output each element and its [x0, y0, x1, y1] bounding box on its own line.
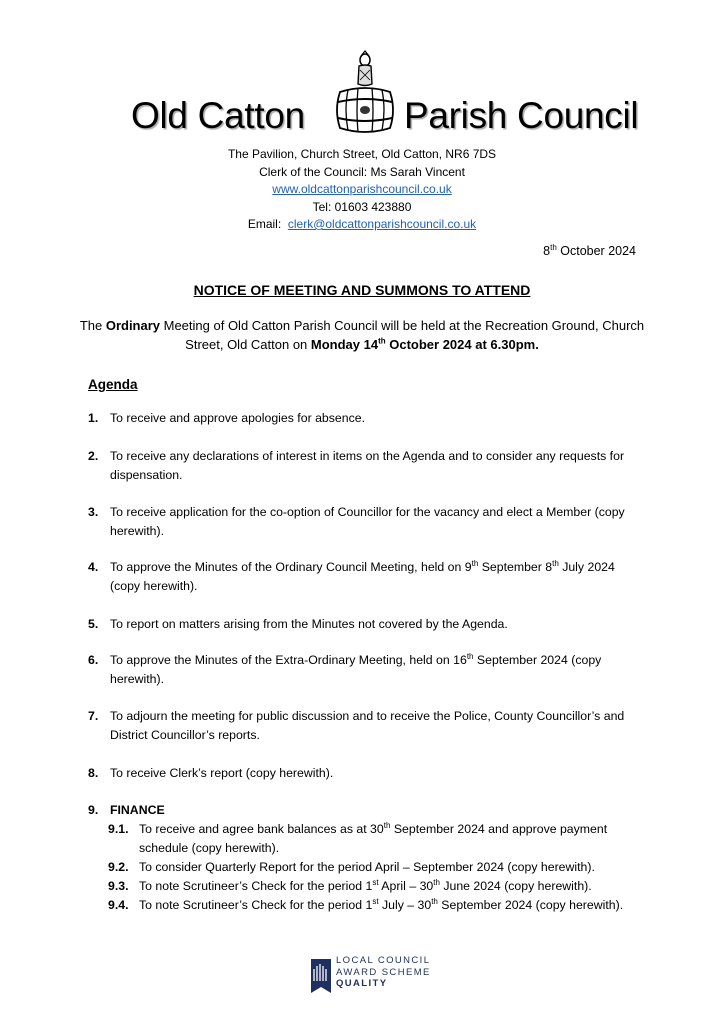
address: The Pavilion, Church Street, Old Catton, NR6 7DS [227, 147, 497, 161]
notice-title: NOTICE OF MEETING AND SUMMONS TO ATTEND [193, 282, 531, 298]
website-link[interactable]: www.oldcattonparishcouncil.co.uk [272, 182, 452, 196]
barrel-logo-icon [330, 50, 400, 140]
agenda-item: 2. To receive any declarations of interest in items on the Agenda and to consider any requests for dispensation. [88, 449, 625, 482]
contact-block [0, 146, 724, 234]
council-name-right: Parish Council [404, 95, 639, 136]
agenda-item: 7. To adjourn the meeting for public discussion and to receive the Police, County Councillor’s and District Councillor’s reports. [88, 709, 625, 742]
meeting-intro: The Ordinary Meeting of Old Catton Parish Council will be held at the Recreation Ground, Church Street, Old Catton on Monday 14th October 2024 at 6.30pm. [79, 318, 645, 352]
finance-item: 9.3. To note Scrutineer’s Check for the period 1st April – 30th June 2024 (copy herewith). [108, 877, 592, 893]
agenda-item: 8. To receive Clerk’s report (copy herewith). [88, 766, 334, 780]
agenda-item: 6. To approve the Minutes of the Extra-Ordinary Meeting, held on 16th September 2024 (copy herewith). [88, 651, 602, 686]
finance-item: 9.1. To receive and agree bank balances as at 30th September 2024 and approve payment schedule (copy herewith). [108, 820, 608, 855]
email-label: Email: [247, 217, 282, 231]
notice-date: 8th October 2024 [543, 242, 636, 258]
award-scheme-text: LOCAL COUNCIL AWARD SCHEME QUALITY [336, 955, 431, 989]
agenda-item: 3. To receive application for the co-option of Councillor for the vacancy and elect a Member (copy herewith). [88, 505, 625, 538]
award-badge-icon [310, 955, 332, 995]
email-line [0, 216, 724, 234]
agenda-item: 4. To approve the Minutes of the Ordinary Council Meeting, held on 9th September 8th July 2024 (copy herewith). [88, 558, 615, 593]
finance-item: 9.2. To consider Quarterly Report for the period April – September 2024 (copy herewith). [108, 860, 595, 874]
agenda-heading: Agenda [88, 377, 138, 392]
telephone: Tel: 01603 423880 [312, 199, 412, 214]
letterhead [0, 50, 724, 140]
agenda-item-finance: 9. FINANCE [88, 803, 165, 817]
finance-item: 9.4. To note Scrutineer’s Check for the period 1st July – 30th September 2024 (copy herewith). [108, 896, 624, 912]
email-link[interactable]: clerk@oldcattonparishcouncil.co.uk [287, 217, 477, 231]
agenda-item: 5. To report on matters arising from the Minutes not covered by the Agenda. [88, 617, 508, 631]
agenda-item: 1. To receive and approve apologies for absence. [88, 411, 365, 425]
clerk-name: Clerk of the Council: Ms Sarah Vincent [259, 164, 465, 179]
award-scheme-logo [310, 955, 470, 997]
council-name-left: Old Catton [131, 95, 305, 136]
